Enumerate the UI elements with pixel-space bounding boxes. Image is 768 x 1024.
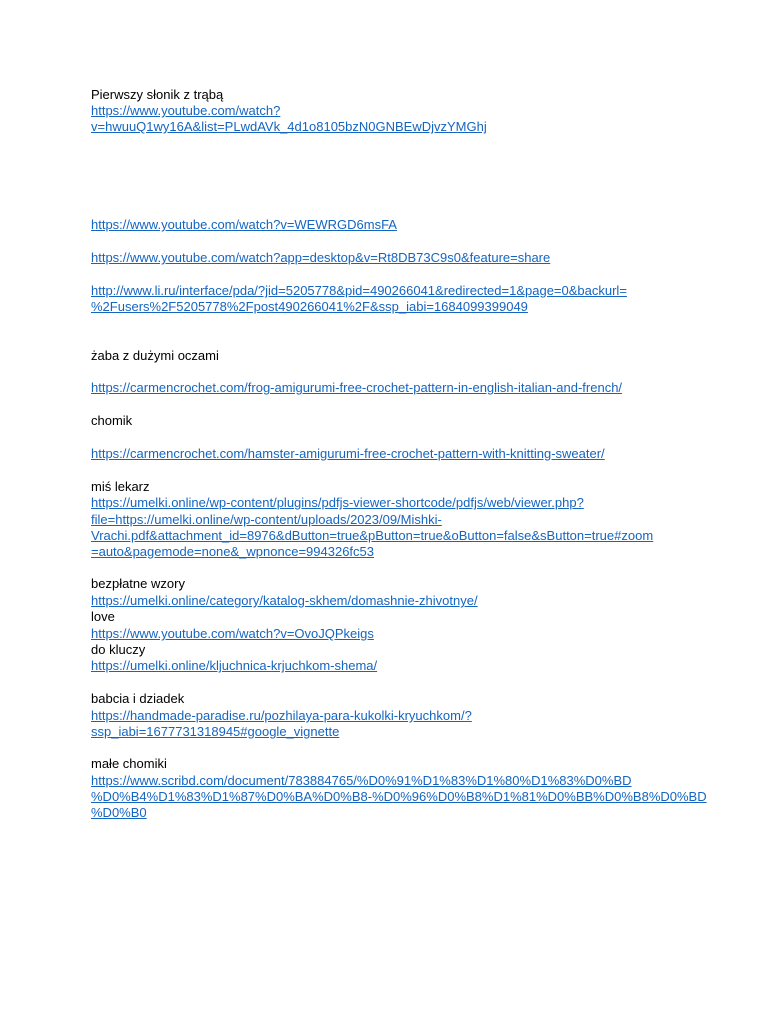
section-label-mis: miś lekarz [91,479,150,494]
link-liru[interactable]: http://www.li.ru/interface/pda/?jid=5205778&pid=490266041&redirected=1&page=0&backurl= [91,283,627,298]
link-mis-line-2 [91,512,442,528]
link-liru-line-2 [91,299,528,315]
link-male-chomiki-line-3 [91,805,147,821]
link-babcia-line-1 [91,708,472,724]
section-label-klucze: do kluczy [91,642,146,657]
section-label-zaba: żaba z dużymi oczami [91,348,219,363]
link-mis-line-1 [91,495,584,511]
link-male-chomiki-line-1 [91,773,632,789]
link-zaba-line [91,380,622,396]
link-babcia-line-2 [91,724,339,740]
link-male-chomiki-line-2 [91,789,707,805]
link-male-chomiki-continued-1[interactable]: %D0%B4%D1%83%D1%87%D0%BA%D0%B8-%D0%96%D0%B8%D1%81%D0%BB%D0%B8%D0%BD [91,789,707,804]
link-liru-line-1 [91,283,627,299]
link-babcia[interactable]: https://handmade-paradise.ru/pozhilaya-para-kukolki-kryuchkom/? [91,708,472,723]
section-label-love: love [91,609,115,624]
link-klucze[interactable]: https://umelki.online/kljuchnica-krjuchkom-shema/ [91,658,378,673]
section-label-chomik: chomik [91,413,133,428]
link-babcia-continued[interactable]: ssp_iabi=1677731318945#google_vignette [91,724,340,739]
link-chomik-line [91,446,605,462]
link-male-chomiki-continued-2[interactable]: %D0%B0 [91,805,147,820]
section-label-slonik: Pierwszy słonik z trąbą [91,87,224,102]
link-slonik[interactable]: https://www.youtube.com/watch? [91,103,281,118]
section-label-babcia: babcia i dziadek [91,691,185,706]
link-male-chomiki[interactable]: https://www.scribd.com/document/783884765/%D0%91%D1%83%D1%80%D1%83%D0%BD [91,773,632,788]
link-mis-line-3 [91,528,653,544]
link-wzory-line [91,593,478,609]
link-slonik-line-1 [91,103,280,119]
link-mis-continued-1[interactable]: file=https://umelki.online/wp-content/uploads/2023/09/Mishki- [91,512,442,527]
link-mis-continued-3[interactable]: =auto&pagemode=none&_wpnonce=994326fc53 [91,544,374,559]
link-mis-continued-2[interactable]: Vrachi.pdf&attachment_id=8976&dButton=true&pButton=true&oButton=false&sButton=true#zoom [91,528,654,543]
link-mis[interactable]: https://umelki.online/wp-content/plugins/pdfjs-viewer-shortcode/pdfjs/web/viewer.php? [91,495,584,510]
link-youtube-3[interactable]: https://www.youtube.com/watch?app=desktop&v=Rt8DB73C9s0&feature=share [91,250,551,265]
link-wzory[interactable]: https://umelki.online/category/katalog-skhem/domashnie-zhivotnye/ [91,593,478,608]
link-youtube-2[interactable]: https://www.youtube.com/watch?v=WEWRGD6msFA [91,217,397,232]
link-liru-continued[interactable]: %2Fusers%2F5205778%2Fpost490266041%2F&ssp_iabi=1684099399049 [91,299,528,314]
link-slonik-line-2 [91,119,487,135]
section-label-male-chomiki: małe chomiki [91,756,167,771]
link-zaba[interactable]: https://carmencrochet.com/frog-amigurumi-free-crochet-pattern-in-english-italian-and-french/ [91,380,623,395]
link-mis-line-4 [91,544,374,560]
link-slonik-continued[interactable]: v=hwuuQ1wy16A&list=PLwdAVk_4d1o8105bzN0GNBEwDjvzYMGhj [91,119,487,134]
link-klucze-line [91,658,377,674]
link-chomik[interactable]: https://carmencrochet.com/hamster-amigurumi-free-crochet-pattern-with-knitting-sweater/ [91,446,605,461]
link-youtube-3-line [91,250,550,266]
link-youtube-2-line [91,217,397,233]
link-love-line [91,626,374,642]
section-label-wzory: bezpłatne wzory [91,576,185,591]
link-love[interactable]: https://www.youtube.com/watch?v=OvoJQPkeigs [91,626,374,641]
